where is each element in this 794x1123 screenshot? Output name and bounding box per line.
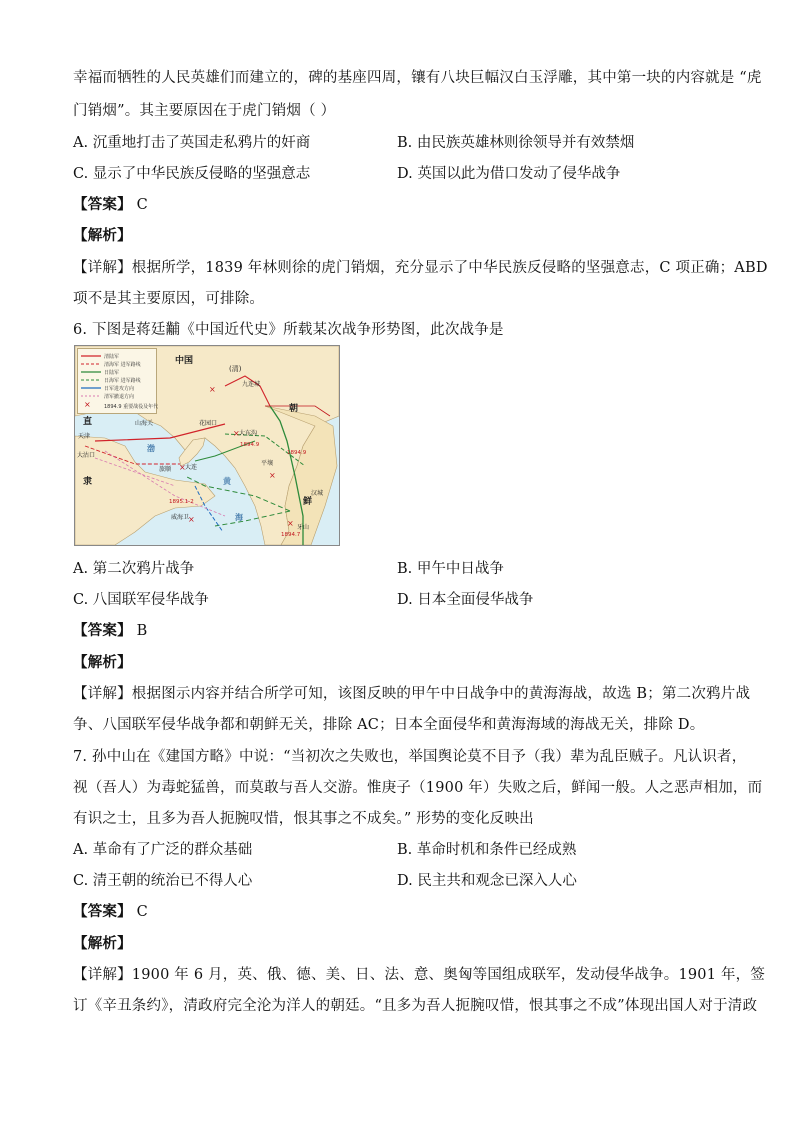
legend-item: 清军撤退方向 — [104, 394, 135, 400]
legend-item: 清陆军 — [104, 354, 120, 360]
map-label-chao: 朝 — [289, 404, 299, 414]
map-date-label: 1895.1-2 — [169, 499, 194, 505]
q6-option-d: D. 日本全面侵华战争 — [397, 592, 534, 608]
q7-detail-line-1: 【详解】1900 年 6 月，英、俄、德、美、日、法、意、奥匈等国组成联军，发动侵华战争。1901 年，签 — [73, 967, 766, 983]
map-label-zhi: 直 — [83, 417, 93, 427]
q7-option-a: A. 革命有了广泛的群众基础 — [73, 842, 253, 858]
answer-tag: 【答案】 — [73, 622, 132, 639]
legend-item: 日海军 进军路线 — [104, 378, 141, 384]
q7-option-c: C. 清王朝的统治已不得人心 — [73, 873, 253, 889]
q7-option-b: B. 革命时机和条件已经成熟 — [397, 842, 577, 858]
q6-option-b: B. 甲午中日战争 — [397, 561, 504, 577]
answer-value: C — [136, 904, 148, 920]
q5-answer — [73, 193, 148, 214]
map-legend — [77, 348, 157, 414]
svg-text:×: × — [209, 385, 216, 394]
q7-answer — [73, 900, 148, 921]
q5-analysis-heading: 【解析】 — [73, 227, 132, 244]
answer-tag: 【答案】 — [73, 196, 132, 213]
legend-item: 日军进攻方向 — [104, 386, 135, 392]
map-label-xian: 鲜 — [303, 497, 313, 507]
q5-detail-line-2: 项不是其主要原因，可排除。 — [73, 291, 265, 307]
map-label-li: 隶 — [83, 477, 93, 487]
map-label-shanhaiguan: 山海关 — [135, 420, 154, 427]
q7-stem-line-1: 7. 孙中山在《建国方略》中说：“当初次之失败也，举国舆论莫不目予（我）辈为乱臣贼子。凡认识者， — [73, 749, 747, 765]
q6-detail-line-1: 【详解】根据图示内容并结合所学可知，该图反映的甲午中日战争中的黄海海战，故选 B；第二次鸦片战 — [73, 686, 751, 702]
answer-value: C — [136, 197, 148, 213]
map-label-dadonggou: 大东沟 — [239, 430, 258, 437]
war-situation-map — [74, 345, 340, 546]
map-label-hancheng: 汉城 — [311, 490, 324, 497]
q7-analysis-heading: 【解析】 — [73, 935, 132, 952]
q7-stem-line-3: 有识之士，且多为吾人扼腕叹惜，恨其事之不成矣。” 形势的变化反映出 — [73, 811, 534, 827]
legend-swatches — [78, 349, 104, 413]
q5-detail-line-1: 【详解】根据所学，1839 年林则徐的虎门销烟，充分显示了中华民族反侵略的坚强意志，C 项正确；ABD — [73, 260, 768, 276]
map-date-label: 1894.9 — [287, 450, 307, 456]
q6-answer — [73, 619, 147, 640]
q5-option-d: D. 英国以此为借口发动了侵华战争 — [397, 166, 621, 182]
q7-option-d: D. 民主共和观念已深入人心 — [397, 873, 577, 889]
q5-option-b: B. 由民族英雄林则徐领导并有效禁烟 — [397, 135, 635, 151]
map-label-lushun: 旅顺 — [159, 466, 172, 473]
q6-option-c: C. 八国联军侵华战争 — [73, 592, 209, 608]
map-date-label: 1894.9 — [240, 442, 260, 448]
q6-option-a: A. 第二次鸦片战争 — [73, 561, 195, 577]
map-label-weihaiwei: 威海卫 — [171, 514, 190, 521]
map-label-hai: 海 — [235, 513, 243, 522]
q5-stem-line-1: 幸福而牺牲的人民英雄们而建立的，碑的基座四周，镶有八块巨幅汉白玉浮雕，其中第一块的内容就是 “虎 — [73, 70, 762, 86]
q6-detail-line-2: 争、八国联军侵华战争都和朝鲜无关，排除 AC；日本全面侵华和黄海海域的海战无关，排除 D。 — [73, 717, 705, 733]
answer-tag: 【答案】 — [73, 903, 132, 920]
map-label-pingrang: 平壤 — [261, 460, 274, 467]
q6-analysis-heading: 【解析】 — [73, 654, 132, 671]
q7-detail-line-2: 订《辛丑条约》，清政府完全沦为洋人的朝廷。“且多为吾人扼腕叹惜，恨其事之不成”体现出国人对于清政 — [73, 998, 758, 1014]
map-label-tianjin: 天津 — [78, 433, 91, 440]
legend-item: 清海军 进军路线 — [104, 362, 141, 368]
map-label-dagukou: 大沽口 — [77, 452, 96, 459]
map-label-bo: 渤 — [147, 444, 155, 453]
map-label-jiuliancheng: 九连城 — [242, 381, 261, 388]
answer-value: B — [136, 623, 148, 639]
map-label-dalian: 大连 — [185, 464, 198, 471]
map-label-china: 中国 — [175, 356, 194, 366]
svg-text:×: × — [84, 400, 91, 409]
svg-text:×: × — [233, 429, 240, 438]
map-label-huayuankou: 花园口 — [199, 420, 218, 427]
svg-text:×: × — [188, 515, 195, 524]
q5-stem-line-2: 门销烟”。其主要原因在于虎门销烟（ ） — [73, 103, 336, 119]
q5-option-c: C. 显示了中华民族反侵略的坚强意志 — [73, 166, 311, 182]
map-date-label: 1894.7 — [281, 532, 301, 538]
map-label-yashan: 牙山 — [297, 524, 310, 531]
q7-stem-line-2: 视（吾人）为毒蛇猛兽，而莫敢与吾人交游。惟庚子（1900 年）失败之后，鲜闻一般。人之恶声相加，而 — [73, 780, 763, 796]
legend-item: 1894.9 重要战役及年代 — [104, 404, 159, 410]
map-label-qing: (清) — [229, 365, 242, 373]
svg-text:×: × — [179, 463, 186, 472]
map-label-huang: 黄 — [223, 477, 231, 486]
q6-stem: 6. 下图是蒋廷黼《中国近代史》所载某次战争形势图，此次战争是 — [73, 322, 504, 338]
svg-text:×: × — [269, 471, 276, 480]
legend-item: 日陆军 — [104, 370, 120, 376]
q5-option-a: A. 沉重地打击了英国走私鸦片的奸商 — [73, 135, 311, 151]
svg-text:×: × — [287, 519, 294, 528]
